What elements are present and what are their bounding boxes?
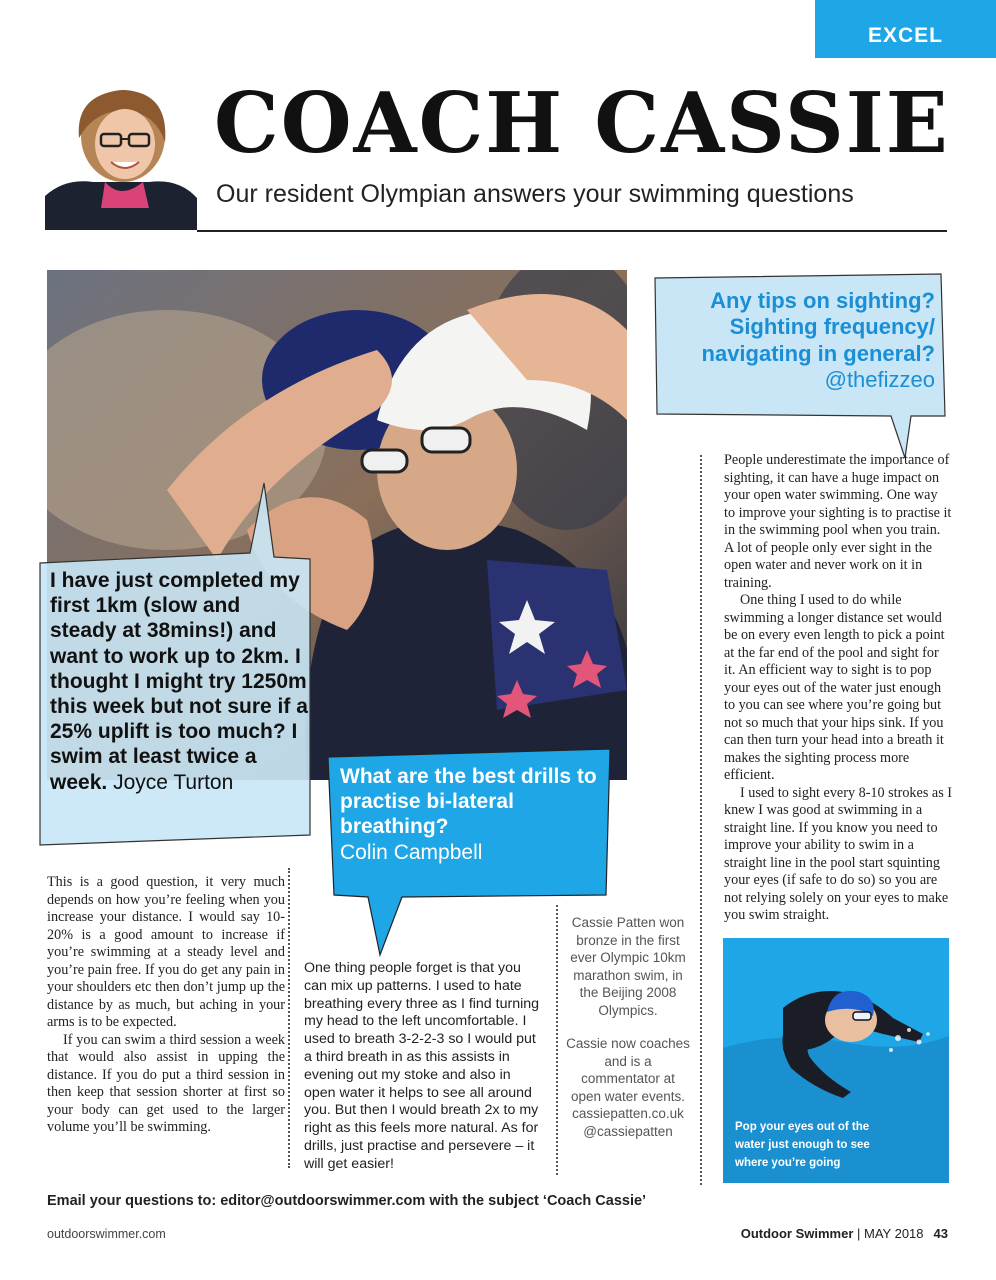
illustration-caption: Pop your eyes out of the water just enough to see where you’re going <box>735 1121 870 1169</box>
answer-3-paragraph: I used to sight every 8-10 strokes as I knew I was good at swimming in a straight line. If you know you need to improve your ability to swim in a straight line in the pool start squinting your eyes (if safe to do so) so you are not relying solely on your eyes to make you swim straight. <box>724 784 952 923</box>
issue-date: MAY 2018 <box>864 1226 924 1241</box>
question-1-body: I have just completed my first 1km (slow and steady at 38mins!) and want to work up to 2km. I thought I might try 1250m this week but not sure if a 25% uplift is too much? I swim at least twice a week. <box>50 569 308 794</box>
bio-line-2: Cassie now coaches and is a commentator at open water events. <box>566 1036 690 1104</box>
answer-3 <box>724 452 952 925</box>
answer-2: One thing people forget is that you can mix up patterns. I used to hate breathing every three as I find turning my head to the left uncomfortable. I used to breath 3-2-2-3 so I would put a third breath in as this assists in evening out my stoke and also in open water it helps to see all around you. But then I would breath 2x to my right as this feels more natural. As for drills, just practise and persevere – it will get easier! <box>304 960 540 1172</box>
question-3-author: @thefizzeo <box>824 367 935 393</box>
page-title: COACH CASSIE <box>214 74 950 172</box>
bio-website: cassiepatten.co.uk <box>572 1106 684 1121</box>
page-number: 43 <box>933 1226 948 1241</box>
bio-line-1: Cassie Patten won bronze in the first ever Olympic 10km marathon swim, in the Beijing 2008 Olympics. <box>570 915 686 1018</box>
question-2-author: Colin Campbell <box>340 840 483 864</box>
footer-site: outdoorswimmer.com <box>47 1227 166 1241</box>
answer-3-paragraph: One thing I used to do while swimming a longer distance set would be on every even length to pick a point at the far end of the pool and sight for it. An efficient way to sight is to pop your eyes out of the water just enough to you can see where you’re going but not so much that your hips sink. If you can then turn your head into a breath it makes the sighting process more efficient. <box>724 592 945 783</box>
question-2-text <box>340 764 610 865</box>
page-subtitle: Our resident Olympian answers your swimming questions <box>216 180 854 208</box>
answer-1-paragraph: This is a good question, it very much depends on how you’re feeling when you increase your distance. I would say 10-20% is a good amount to increase if you’re swimming at a steady level and you’re pain free. If you do get any pain in your shoulders etc then don’t jump up the distance by as much, but aching in your arms is to be expected. <box>47 874 285 1030</box>
question-3-text <box>660 288 935 394</box>
header-divider <box>197 230 947 232</box>
coach-bio <box>566 914 690 1140</box>
column-divider <box>288 868 290 1168</box>
question-1-author: Joyce Turton <box>113 770 234 794</box>
answer-1 <box>47 874 285 1137</box>
answer-3-paragraph: People underestimate the importance of sighting, it can have a huge impact on your open water swimming. One way to improve your sighting is to practise it in the swimming pool when you train. A lot of people only ever sight in the open water and never work on it in training. <box>724 452 952 591</box>
answer-1-paragraph: If you can swim a third session a week that would also assist in upping the distance. If you do put a third session in then keep that session shorter at first so your body can get used to the larger volume you’ll be swimming. <box>47 1031 285 1135</box>
question-1-text <box>50 568 310 795</box>
question-3-body: Any tips on sighting? Sighting frequency/ navigating in general? <box>701 288 935 366</box>
bio-handle: @cassiepatten <box>583 1123 673 1139</box>
column-divider <box>700 455 702 1185</box>
question-2-body: What are the best drills to practise bi-lateral breathing? <box>340 765 597 839</box>
coach-portrait <box>45 78 197 230</box>
magazine-name: Outdoor Swimmer <box>740 1226 854 1241</box>
footer-issue: Outdoor Swimmer | MAY 2018 43 <box>740 1226 948 1241</box>
email-instructions: Email your questions to: editor@outdoorswimmer.com with the subject ‘Coach Cassie’ <box>47 1193 647 1209</box>
column-divider <box>556 905 558 1175</box>
section-tab: EXCEL <box>815 0 996 58</box>
